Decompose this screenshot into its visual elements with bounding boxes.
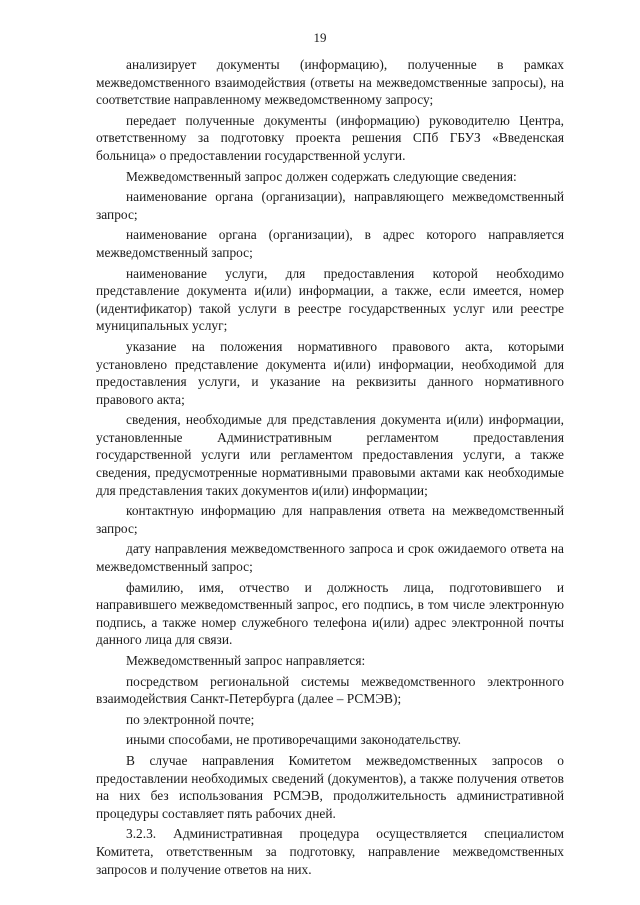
document-body <box>96 56 564 878</box>
paragraph: 3.2.3. Административная процедура осуществляется специалистом Комитета, ответственным за подготовку, направление межведомственных запросов и получение ответов на них. <box>96 826 564 877</box>
paragraph: наименование органа (организации), направляющего межведомственный запрос; <box>96 189 564 222</box>
paragraph: иными способами, не противоречащими законодательству. <box>126 732 461 748</box>
paragraph: Межведомственный запрос должен содержать следующие сведения: <box>126 168 517 184</box>
paragraph: посредством региональной системы межведомственного электронного взаимодействия Санкт-Петербурга (далее – РСМЭВ); <box>96 673 564 707</box>
paragraph: указание на положения нормативного правового акта, которыми установлено представление документа и(или) информации, необходимой для предоставления услуги, и указание на реквизиты данного нормативного правового акта; <box>96 338 564 407</box>
paragraph: дату направления межведомственного запроса и срок ожидаемого ответа на межведомственный запрос; <box>96 541 564 575</box>
paragraph: передает полученные документы (информацию) руководителю Центра, ответственному за подготовку проекта решения СПб ГБУЗ «Введенская больница» о предоставлении государственной услуги. <box>96 112 564 163</box>
paragraph: наименование органа (организации), в адрес которого направляется межведомственный запрос; <box>96 227 564 260</box>
paragraph: сведения, необходимые для представления документа и(или) информации, установленные Административным регламентом предоставления государственной услуги или регламентом предоставления услуги, а также сведения, предусмотренные нормативными правовыми актами как необходимые для представления таких документов и(или) информации; <box>96 412 564 498</box>
page-number: 19 <box>313 30 327 45</box>
paragraph: по электронной почте; <box>126 711 255 727</box>
paragraph: В случае направления Комитетом межведомственных запросов о предоставлении необходимых сведений (документов), а также получения ответов на них без использования РСМЭВ, продолжительность административной процедуры составляет пять рабочих дней. <box>96 752 564 821</box>
paragraph: фамилию, имя, отчество и должность лица, подготовившего и направившего межведомственный запрос, его подпись, в том числе электронную подпись, а также номер служебного телефона и(или) адрес электронной почты данного лица для связи. <box>96 579 564 648</box>
paragraph: Межведомственный запрос направляется: <box>126 653 366 668</box>
paragraph: контактную информацию для направления ответа на межведомственный запрос; <box>96 503 564 536</box>
paragraph: наименование услуги, для предоставления которой необходимо представление документа и(или) информации, а также, если имеется, номер (идентификатор) такой услуги в реестре государственных услуг или реестре муниципальных услуг; <box>96 265 564 334</box>
paragraph: анализирует документы (информацию), полученные в рамках межведомственного взаимодействия (ответы на межведомственные запросы), на соответствие направленному межведомственному запросу; <box>96 57 564 108</box>
